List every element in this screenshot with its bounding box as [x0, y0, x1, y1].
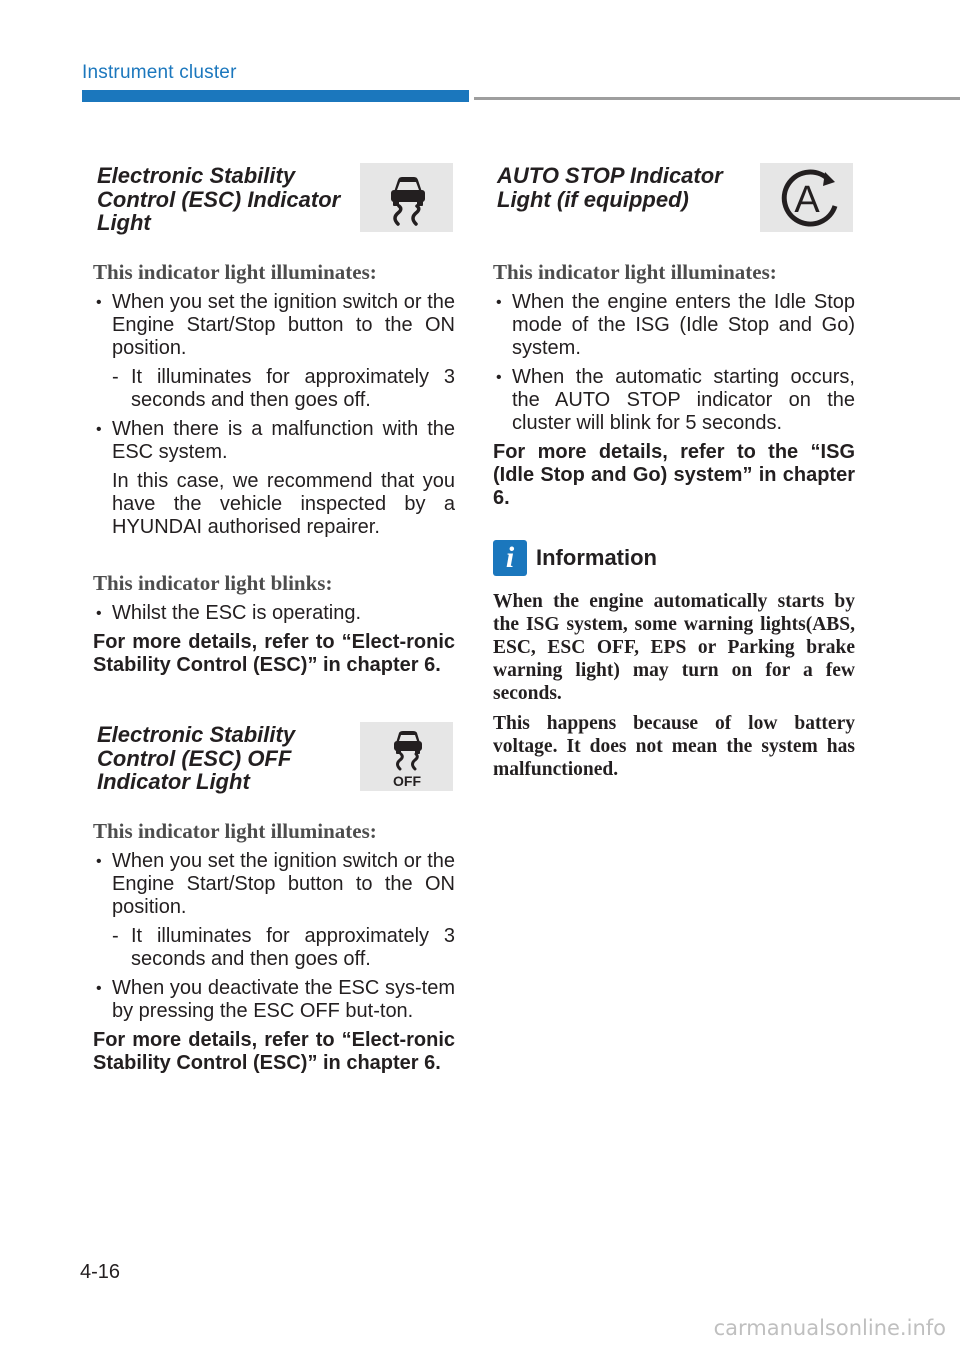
header-bar-gray — [474, 97, 960, 100]
esc-blinks-heading: This indicator light blinks: — [93, 571, 333, 595]
auto-stop-title: AUTO STOP Indicator Light (if equipped) — [497, 163, 723, 212]
left-column — [93, 160, 455, 1075]
watermark: carmanualsonline.info — [713, 1316, 946, 1340]
esc-illuminates-list — [93, 291, 455, 539]
auto-stop-refer-text: For more details, refer to the “ISG (Idle Stop and Go) system” in chapter 6. — [493, 441, 855, 509]
list-item: • Whilst the ESC is operating. — [93, 602, 455, 625]
info-icon: i — [493, 540, 527, 576]
esc-title: Electronic Stability Control (ESC) Indicator Light — [97, 163, 341, 235]
svg-text:OFF: OFF — [392, 772, 421, 789]
page-number: 4-16 — [80, 1261, 121, 1283]
header-bar-blue — [82, 90, 469, 102]
esc-blinks-list — [93, 602, 455, 625]
auto-stop-a-icon — [760, 163, 853, 232]
esc-off-title: Electronic Stability Control (ESC) OFF Indicator Light — [97, 722, 296, 794]
svg-text:A: A — [793, 178, 820, 221]
auto-stop-illuminates-heading: This indicator light illuminates: — [493, 260, 777, 284]
auto-stop-list — [493, 291, 855, 435]
right-column — [493, 160, 855, 788]
car-skid-off-icon — [360, 722, 453, 791]
esc-off-refer-text: For more details, refer to “Elect-ronic Stability Control (ESC)” in chapter 6. — [93, 1029, 455, 1074]
esc-illuminates-heading: This indicator light illuminates: — [93, 260, 377, 284]
list-item: • When you set the ignition switch or the Engine Start/Stop button to the ON position. - It illuminates for approximately 3 seconds and then goes off. — [93, 850, 455, 971]
auto-stop-section-header — [493, 160, 855, 232]
esc-section-header — [93, 160, 455, 235]
list-item: • When the automatic starting occurs, the AUTO STOP indicator on the cluster will blink for 5 seconds. — [493, 366, 855, 435]
list-item: • When the engine enters the Idle Stop mode of the ISG (Idle Stop and Go) system. — [493, 291, 855, 360]
car-skid-icon — [360, 163, 453, 232]
list-item: • When you deactivate the ESC sys-tem by pressing the ESC OFF but-ton. — [93, 977, 455, 1023]
list-item: • When there is a malfunction with the ESC system. In this case, we recommend that you have the vehicle inspected by a HYUNDAI authorised repairer. — [93, 418, 455, 539]
note-text: In this case, we recommend that you have the vehicle inspected by a HYUNDAI authorised repairer. — [112, 470, 455, 538]
sub-item: - It illuminates for approximately 3 seconds and then goes off. — [112, 925, 455, 970]
esc-refer-text: For more details, refer to “Elect-ronic Stability Control (ESC)” in chapter 6. — [93, 631, 455, 676]
sub-item: - It illuminates for approximately 3 seconds and then goes off. — [112, 366, 455, 411]
information-header — [493, 540, 855, 576]
info-paragraph-1: When the engine automatically starts by the ISG system, some warning lights(ABS, ESC, ESC OFF, EPS or Parking brake warning light) may turn on for a few seconds. — [493, 591, 855, 704]
section-header: Instrument cluster — [82, 62, 237, 83]
esc-off-section-header — [93, 719, 455, 794]
information-label: Information — [536, 545, 657, 570]
esc-off-illuminates-heading: This indicator light illuminates: — [93, 819, 377, 843]
esc-off-illuminates-list — [93, 850, 455, 1023]
info-paragraph-2: This happens because of low battery voltage. It does not mean the system has malfunctioned. — [493, 713, 855, 780]
list-item: • When you set the ignition switch or the Engine Start/Stop button to the ON position. - It illuminates for approximately 3 seconds and then goes off. — [93, 291, 455, 412]
